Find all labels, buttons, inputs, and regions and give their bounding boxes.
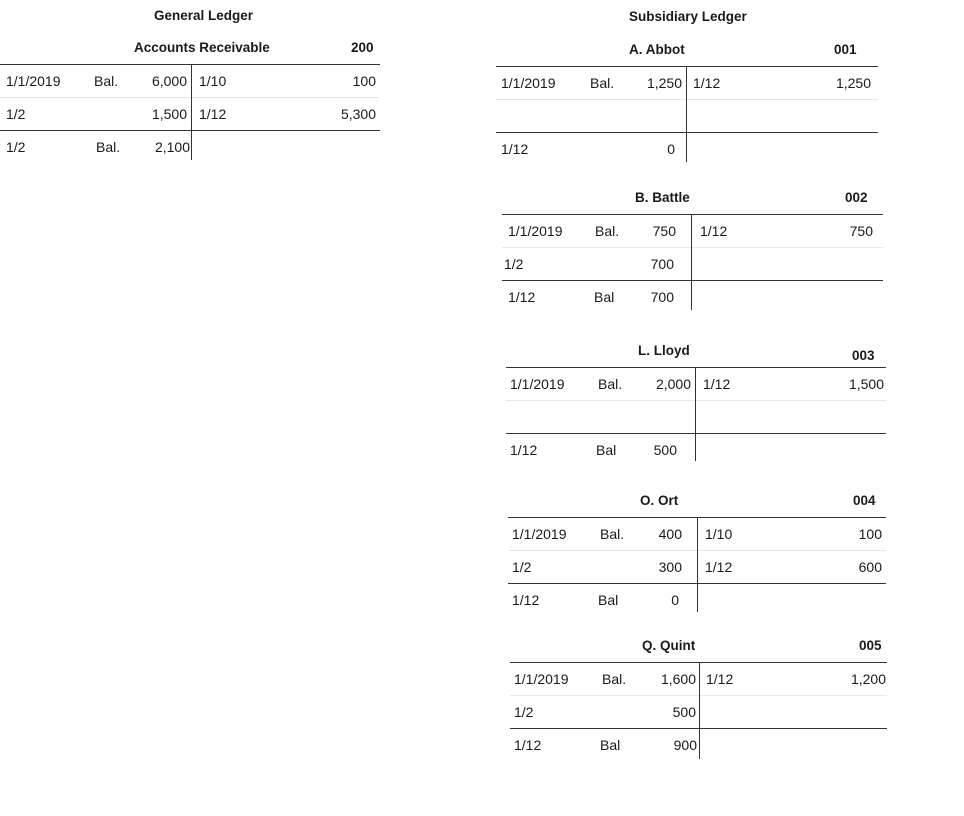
- row-gridline: [506, 400, 886, 401]
- debit-amount: 300: [658, 559, 682, 575]
- subsidiary-ledger-heading: Subsidiary Ledger: [629, 9, 747, 24]
- account-number: 002: [845, 190, 868, 205]
- balance-date: 1/12: [510, 442, 538, 458]
- balance-rule: [502, 280, 883, 281]
- balance-date: 1/12: [508, 289, 536, 305]
- debit-amount: 400: [658, 526, 682, 542]
- row-gridline: [502, 247, 883, 248]
- credit-date: 1/12: [700, 223, 728, 239]
- entry-description: Bal.: [602, 671, 627, 687]
- entry-description: Bal.: [600, 526, 625, 542]
- debit-amount: 750: [652, 223, 676, 239]
- debit-amount: 1,250: [646, 75, 682, 91]
- credit-amount: 600: [858, 559, 882, 575]
- entry-date: 1/1/2019: [508, 223, 563, 239]
- account-name: Q. Quint: [642, 638, 696, 653]
- t-divider: [695, 367, 696, 461]
- balance-date: 1/12: [514, 737, 542, 753]
- t-divider: [191, 64, 192, 160]
- account-number: 003: [852, 348, 875, 363]
- account-number: 200: [351, 40, 374, 55]
- row-gridline: [496, 99, 878, 100]
- account-name: Accounts Receivable: [134, 40, 270, 55]
- debit-amount: 700: [650, 256, 674, 272]
- entry-date: 1/2: [504, 256, 524, 272]
- credit-amount: 1,200: [850, 671, 886, 687]
- account-number: 004: [853, 493, 876, 508]
- debit-amount: 6,000: [151, 73, 187, 89]
- balance-amount: 0: [671, 592, 679, 608]
- balance-rule: [506, 433, 886, 434]
- account-name: O. Ort: [640, 493, 679, 508]
- balance-amount: 700: [650, 289, 674, 305]
- account-name: L. Lloyd: [638, 343, 690, 358]
- t-divider: [686, 66, 687, 162]
- account-top-rule: [502, 214, 883, 215]
- t-divider: [697, 517, 698, 612]
- account-top-rule: [0, 64, 380, 65]
- entry-description: Bal.: [94, 73, 119, 89]
- balance-rule: [496, 132, 878, 133]
- balance-description: Bal.: [96, 139, 121, 155]
- balance-amount: 0: [667, 141, 675, 157]
- debit-amount: 2,000: [655, 376, 691, 392]
- entry-date: 1/1/2019: [512, 526, 567, 542]
- account-name: B. Battle: [635, 190, 690, 205]
- account-top-rule: [496, 66, 878, 67]
- entry-date: 1/1/2019: [501, 75, 556, 91]
- balance-amount: 2,100: [154, 139, 190, 155]
- credit-amount: 100: [858, 526, 882, 542]
- credit-amount: 1,250: [835, 75, 871, 91]
- credit-date: 1/12: [703, 376, 731, 392]
- account-top-rule: [506, 367, 886, 368]
- credit-date: 1/12: [199, 106, 227, 122]
- credit-date: 1/12: [706, 671, 734, 687]
- credit-amount: 750: [849, 223, 873, 239]
- t-divider: [691, 214, 692, 310]
- row-gridline: [0, 97, 380, 98]
- balance-description: Bal: [598, 592, 619, 608]
- balance-rule: [0, 130, 380, 131]
- credit-amount: 100: [352, 73, 376, 89]
- entry-date: 1/1/2019: [514, 671, 569, 687]
- t-divider: [699, 662, 700, 759]
- entry-description: Bal.: [590, 75, 615, 91]
- debit-amount: 500: [672, 704, 696, 720]
- credit-amount: 1,500: [848, 376, 884, 392]
- balance-amount: 900: [673, 737, 697, 753]
- account-number: 001: [834, 42, 857, 57]
- credit-date: 1/12: [693, 75, 721, 91]
- account-number: 005: [859, 638, 882, 653]
- entry-description: Bal.: [598, 376, 623, 392]
- balance-date: 1/12: [501, 141, 529, 157]
- general-ledger-heading: General Ledger: [154, 8, 254, 23]
- credit-date: 1/12: [705, 559, 733, 575]
- credit-date: 1/10: [705, 526, 733, 542]
- entry-date: 1/1/2019: [510, 376, 565, 392]
- balance-date: 1/2: [6, 139, 26, 155]
- balance-description: Bal: [596, 442, 617, 458]
- debit-amount: 1,500: [151, 106, 187, 122]
- credit-amount: 5,300: [340, 106, 376, 122]
- entry-date: 1/2: [514, 704, 534, 720]
- entry-description: Bal.: [595, 223, 620, 239]
- entry-date: 1/2: [6, 106, 26, 122]
- entry-date: 1/1/2019: [6, 73, 61, 89]
- debit-amount: 1,600: [660, 671, 696, 687]
- balance-amount: 500: [653, 442, 677, 458]
- balance-description: Bal: [600, 737, 621, 753]
- balance-date: 1/12: [512, 592, 540, 608]
- account-name: A. Abbot: [629, 42, 685, 57]
- entry-date: 1/2: [512, 559, 532, 575]
- balance-description: Bal: [594, 289, 615, 305]
- credit-date: 1/10: [199, 73, 227, 89]
